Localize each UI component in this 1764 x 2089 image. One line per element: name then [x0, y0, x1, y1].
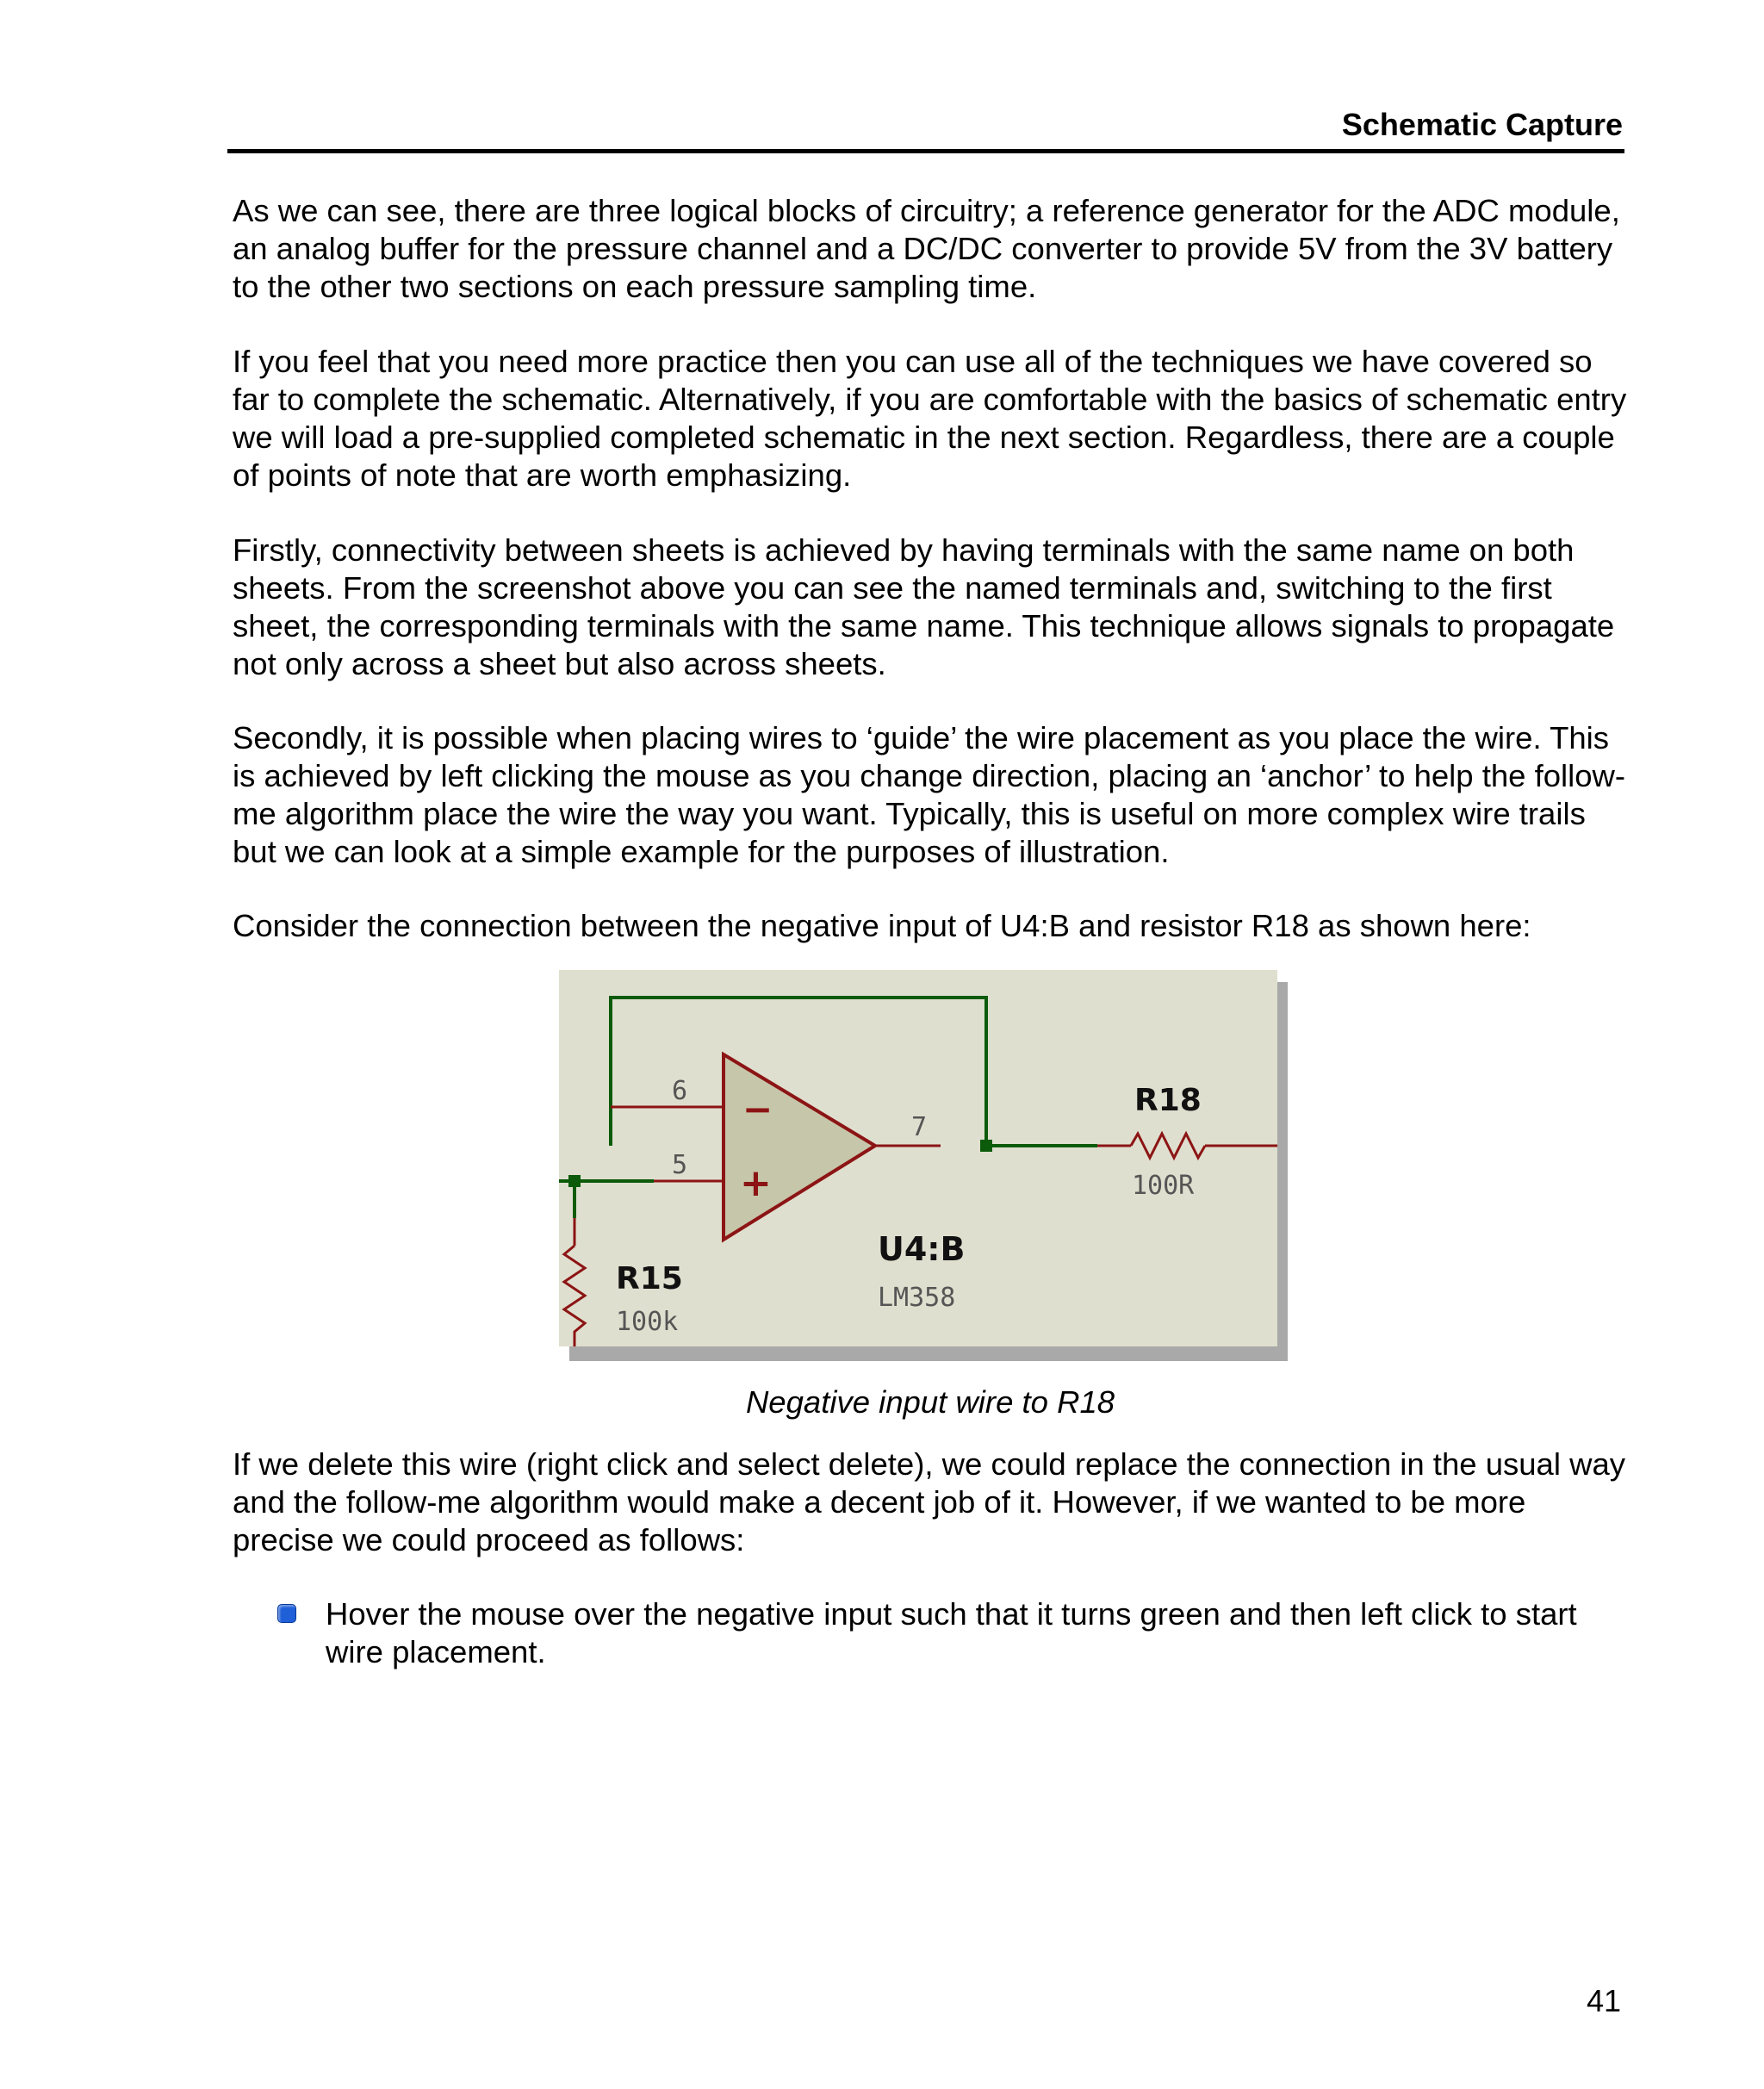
paragraph-text: If we delete this wire (right click and select delete), we could replace the connection in the usual way and the follow-me algorithm would make a decent job of it. However, if we wanted to be more precise we could proceed as follows:	[233, 1446, 1625, 1557]
junction-dot-output	[980, 1140, 992, 1152]
header-rule	[227, 149, 1624, 153]
opamp-reference: U4:B	[878, 1230, 966, 1268]
paragraph-text: Secondly, it is possible when placing wires to ‘guide’ the wire placement as you place the wire. This is achieved by left clicking the mouse as you change direction, placing an ‘anchor’ to help the follow-me algorithm place the wire the way you want. Typically, this is useful on more complex wire trails but we can look at a simple example for the purposes of illustration.	[233, 720, 1626, 869]
opamp-plus-sign: +	[740, 1161, 772, 1205]
junction-dot-plus	[568, 1175, 581, 1187]
paragraph-5	[233, 907, 1628, 945]
bullet-text: Hover the mouse over the negative input such that it turns green and then left click to start wire placement.	[326, 1596, 1577, 1669]
opamp-minus-sign: −	[742, 1088, 773, 1130]
paragraph-text: Firstly, connectivity between sheets is achieved by having terminals with the same name on both sheets. From the screenshot above you can see the named terminals and, switching to the first sheet, the corresponding terminals with the same name. This technique allows signals to propagate not only across a sheet but also across sheets.	[233, 532, 1615, 681]
schematic-panel	[559, 970, 1277, 1346]
paragraph-3	[233, 532, 1628, 683]
r15-value: 100k	[616, 1307, 679, 1337]
r18-zigzag	[1131, 1134, 1205, 1158]
pin-label-minus: 6	[672, 1076, 688, 1106]
paragraph-6	[233, 1446, 1628, 1559]
figure-caption: Negative input wire to R18	[745, 1384, 1115, 1420]
paragraph-text: If you feel that you need more practice then you can use all of the techniques we have covered so far to complete the schematic. Alternatively, if you are comfortable with the basics of schematic entry we will load a pre-supplied completed schematic in the next section. Regardless, there are a couple of points of note that are worth emphasizing.	[233, 344, 1627, 493]
pin-label-plus: 5	[672, 1150, 688, 1180]
opamp-body	[724, 1054, 875, 1240]
paragraph-text: As we can see, there are three logical blocks of circuitry; a reference generator for the ADC module, an analog buffer for the pressure channel and a DC/DC converter to provide 5V from the 3V battery to the other two sections on each pressure sampling time.	[233, 193, 1620, 304]
r15-reference: R15	[616, 1261, 683, 1296]
page-number: 41	[1586, 1983, 1621, 2018]
blue-square-bullet-icon	[277, 1604, 296, 1623]
schematic-drawing	[559, 970, 1277, 1346]
paragraph-1	[233, 192, 1628, 306]
paragraph-4	[233, 719, 1628, 871]
schematic-figure	[559, 970, 1282, 1352]
r18-reference: R18	[1134, 1083, 1202, 1118]
paragraph-2	[233, 343, 1628, 494]
r18-value: 100R	[1132, 1171, 1195, 1201]
r15-zigzag	[564, 1246, 585, 1346]
paragraph-text: Consider the connection between the negative input of U4:B and resistor R18 as shown here:	[233, 908, 1531, 943]
running-header: Schematic Capture	[1341, 107, 1623, 142]
pin-label-output: 7	[911, 1112, 928, 1142]
opamp-value: LM358	[878, 1283, 956, 1313]
